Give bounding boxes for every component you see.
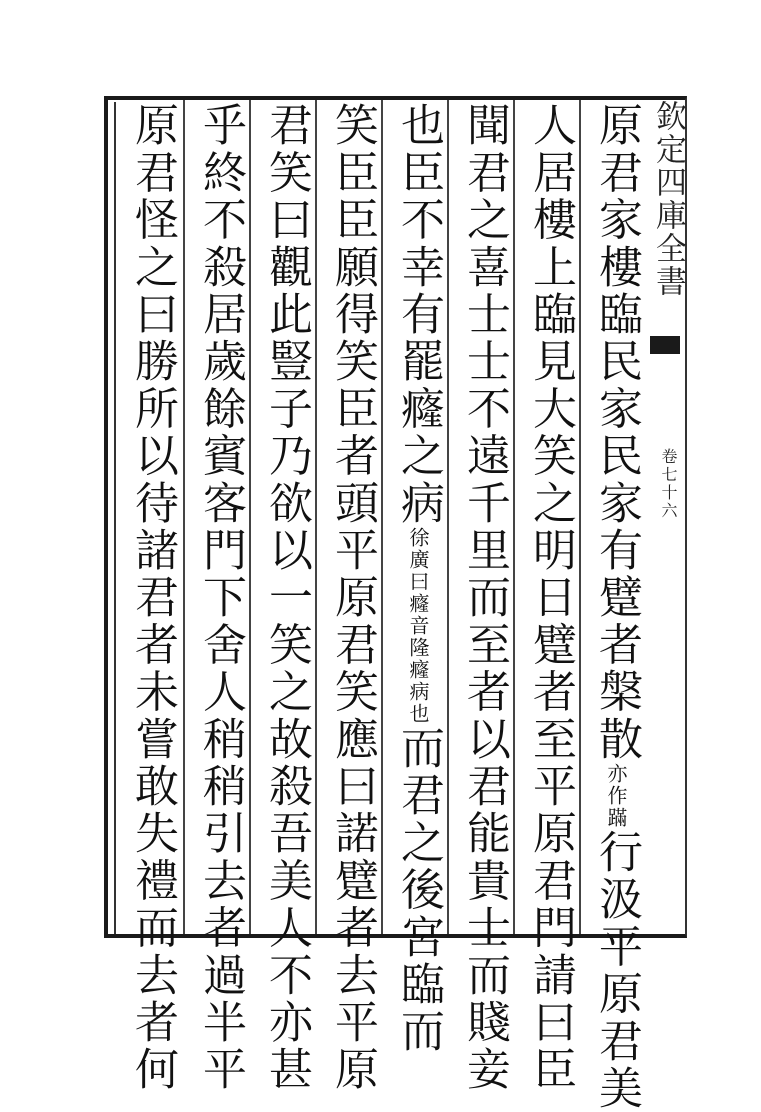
column-text: 也臣不幸有罷癃之病 — [393, 102, 444, 527]
text-column-1 — [588, 102, 644, 1112]
text-column-3 — [456, 102, 512, 1094]
column-rule — [183, 100, 185, 934]
fish-tail-mark — [650, 336, 680, 354]
text-column-4 — [390, 102, 446, 1056]
column-rule — [315, 100, 317, 934]
column-text: 乎終不殺居歲餘賓客門下舍人稍稍引去者過半平 — [195, 102, 246, 1094]
text-column-7 — [192, 102, 248, 1094]
text-column-8 — [124, 102, 180, 1094]
column-rule — [381, 100, 383, 934]
text-column-5 — [324, 102, 380, 1094]
margin-volume-number: 卷七十六 — [659, 448, 678, 520]
column-text: 君笑曰觀此豎子乃欲以一笑之故殺吾美人不亦甚 — [261, 102, 312, 1094]
column-text: 笑臣臣願得笑臣者頭平原君笑應曰諾躄者去平原 — [327, 102, 378, 1094]
column-text: 聞君之喜士士不遠千里而至者以君能貴士而賤妾 — [459, 102, 510, 1094]
column-text: 原君家樓臨民家民家有躄者槃散 — [591, 102, 642, 763]
text-column-2 — [522, 102, 578, 1094]
margin-book-title: 欽定四庫全書 — [650, 100, 686, 298]
column-text: 人居樓上臨見大笑之明日躄者至平原君門請曰臣 — [525, 102, 576, 1094]
column-rule — [513, 100, 515, 934]
annotation-note: 亦作蹣 — [604, 762, 628, 829]
column-rule — [579, 100, 581, 934]
column-text: 原君怪之曰勝所以待諸君者未嘗敢失禮而去者何 — [127, 102, 178, 1094]
column-text-continued: 而君之後宮臨而 — [393, 724, 444, 1056]
column-rule — [249, 100, 251, 934]
column-text-continued: 行汲平原君美 — [591, 828, 642, 1112]
column-rule — [447, 100, 449, 934]
annotation-note: 徐廣曰癃音隆癃病也 — [406, 526, 430, 725]
text-column-6 — [258, 102, 314, 1094]
frame-inner-line — [114, 102, 116, 934]
